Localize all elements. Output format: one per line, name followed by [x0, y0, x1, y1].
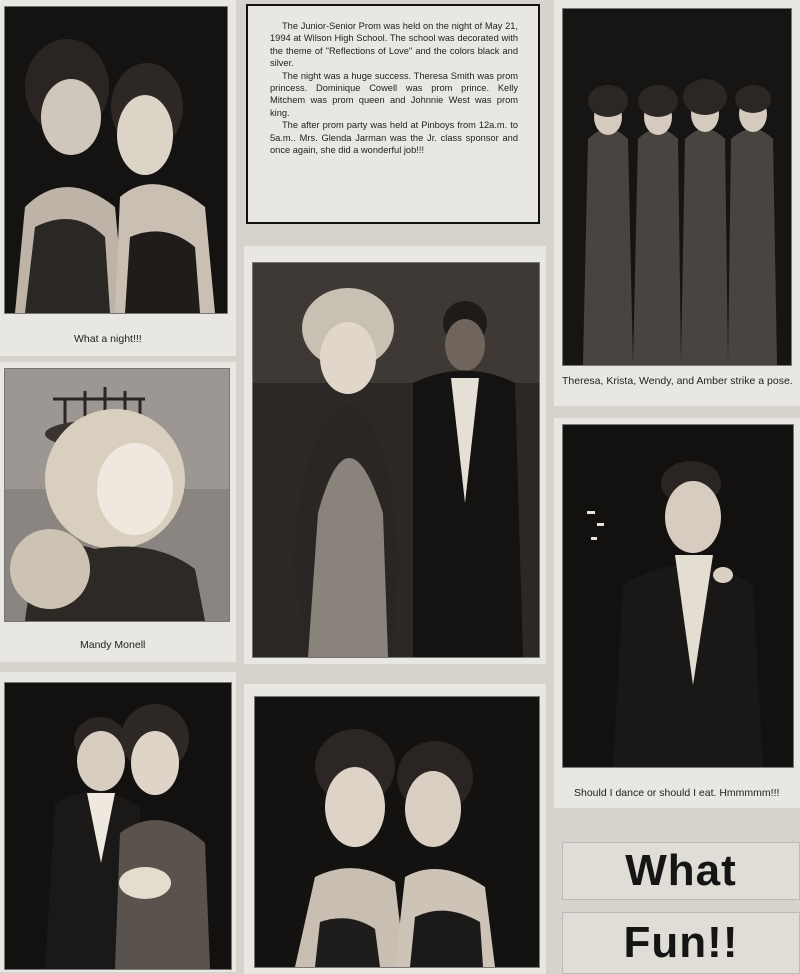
photo-two-girls [254, 696, 540, 968]
prom-article [246, 4, 540, 224]
article-paragraph-1: The Junior-Senior Prom was held on the night of May 21, 1994 at Wilson High School. The school was decorated with the theme of "Reflections of Love" and the colors black and silver. [270, 21, 518, 69]
photo-two-women [4, 6, 228, 314]
headline-fun: Fun!! [562, 912, 800, 974]
caption-photo2: Mandy Monell [80, 639, 146, 651]
article-paragraph-3: The after prom party was held at Pinboys from 12a.m. to 5a.m.. Mrs. Glenda Jarman was the Jr. class sponsor and once again, she did a wonderful job!!! [270, 120, 518, 156]
photo-couple-left [4, 682, 232, 970]
caption-photo6: Should I dance or should I eat. Hmmmmm!!! [574, 787, 780, 799]
photo-central-couple [252, 262, 540, 658]
photo-mandy-monell [4, 368, 230, 622]
headline-what: What [562, 842, 800, 900]
photo-boy-tux [562, 424, 794, 768]
photo-four-girls [562, 8, 792, 366]
caption-photo4: Theresa, Krista, Wendy, and Amber strike a pose. [562, 375, 793, 387]
article-paragraph-2: The night was a huge success. Theresa Smith was prom princess. Dominique Cowell was prom prince. Kelly Mitchem was prom queen and Johnnie West was prom king. [270, 70, 518, 118]
caption-photo1: What a night!!! [74, 333, 142, 345]
